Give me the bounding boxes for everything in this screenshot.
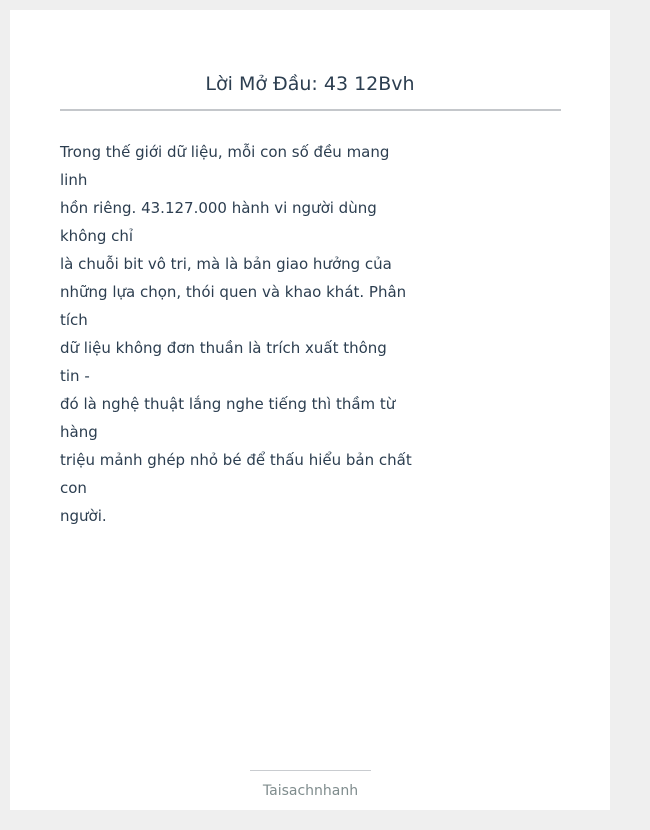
body-line: đó là nghệ thuật lắng nghe tiếng thì thầm từ (60, 395, 396, 413)
body-line: linh (60, 171, 88, 189)
footer-divider (250, 770, 371, 771)
body-line: dữ liệu không đơn thuần là trích xuất thông (60, 339, 387, 357)
body-line: triệu mảnh ghép nhỏ bé để thấu hiểu bản chất (60, 451, 412, 469)
body-line: người. (60, 507, 107, 525)
body-line: những lựa chọn, thói quen và khao khát. Phân (60, 283, 407, 301)
body-line: tin - (60, 367, 90, 385)
body-line: hồn riêng. 43.127.000 hành vi người dùng (60, 199, 377, 217)
body-line: hàng (60, 423, 98, 441)
document-page (10, 10, 610, 810)
page-title: Lời Mở Đầu: 43 12Bvh (205, 73, 415, 95)
body-paragraph (60, 138, 412, 530)
footer-brand: Taisachnhanh (262, 783, 359, 799)
body-line: không chỉ (60, 227, 134, 245)
body-line: Trong thế giới dữ liệu, mỗi con số đều mang (60, 143, 390, 161)
title-divider (60, 109, 561, 111)
body-line: là chuỗi bit vô tri, mà là bản giao hưởng của (60, 255, 392, 273)
body-line: con (60, 479, 87, 497)
body-line: tích (60, 311, 88, 329)
